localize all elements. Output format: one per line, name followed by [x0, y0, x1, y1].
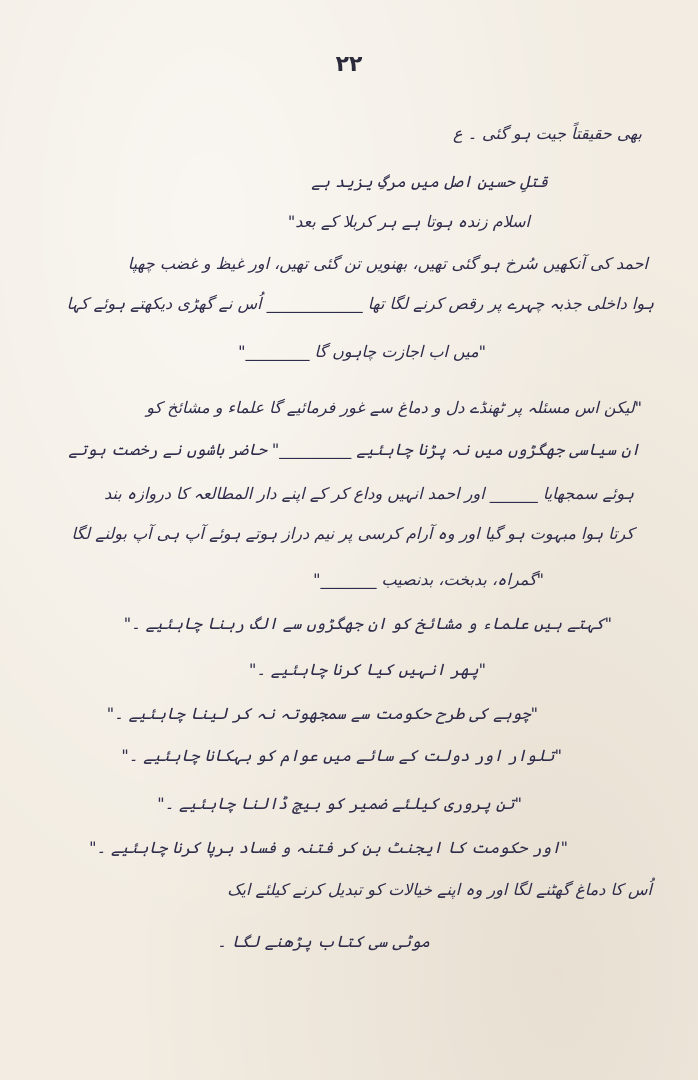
- text-line: ان سیاسی جھگڑوں میں نہ پڑنا چاہئیے _________" حاضر باشوں نے رخصت ہوتے: [68, 440, 640, 459]
- text-line: "تلوار اور دولت کے سائے میں عوام کو بہکانا چاہئیے ۔": [121, 746, 562, 765]
- text-line: اُس کا دماغ گھٹنے لگا اور وہ اپنے خیالات کو تبدیل کرنے کیلئے ایک: [227, 880, 652, 899]
- text-line: قتلِ حسین اصل میں مرگِ یزید ہے: [311, 172, 548, 191]
- text-line: "کہتے ہیں علماء و مشائخ کو ان جھگڑوں سے الگ رہنا چاہئیے ۔": [123, 614, 612, 633]
- text-line: موٹی سی کتاب پڑھنے لگا ۔: [217, 932, 430, 951]
- text-line: ہوا داخلی جذبہ چہرے پر رقص کرنے لگا تھا ____________ اُس نے گھڑی دیکھتے ہوئے کہا: [66, 294, 654, 313]
- text-line: "تن پروری کیلئے ضمیر کو بیچ ڈالنا چاہئیے ۔": [157, 794, 522, 813]
- text-line: اسلام زندہ ہوتا ہے ہر کربلا کے بعد": [287, 212, 530, 231]
- page-number: ۲۲: [335, 52, 363, 77]
- text-line: احمد کی آنکھیں سُرخ ہو گئی تھیں، بھنویں تن گئی تھیں، اور غیظ و غضب چھپا: [127, 254, 648, 273]
- text-line: "پھر انہیں کیا کرنا چاہئیے ۔": [248, 660, 486, 679]
- text-line: کرتا ہوا مبہوت ہو گیا اور وہ آرام کرسی پر نیم دراز ہوتے ہوئے آپ ہی آپ بولنے لگا: [71, 524, 634, 543]
- text-line: "اور حکومت کا ایجنٹ بن کر فتنہ و فساد برپا کرنا چاہئیے ۔": [89, 838, 568, 857]
- text-line: ہوئے سمجھایا ______ اور احمد انہیں وداع کر کے اپنے دار المطالعہ کا دروازہ بند: [104, 484, 634, 503]
- text-line: بھی حقیقتاً جیت ہو گئی ۔ ع: [452, 124, 642, 143]
- text-line: "چوہے کی طرح حکومت سے سمجھوتہ نہ کر لینا چاہئیے ۔": [106, 704, 538, 723]
- text-line: "گمراہ، بدبخت، بدنصیب _______": [313, 570, 544, 589]
- text-line: "لیکن اس مسئلہ پر ٹھنڈے دل و دماغ سے غور فرمائیے گا علماء و مشائخ کو: [146, 398, 642, 417]
- text-line: "میں اب اجازت چاہوں گا ________": [238, 342, 486, 361]
